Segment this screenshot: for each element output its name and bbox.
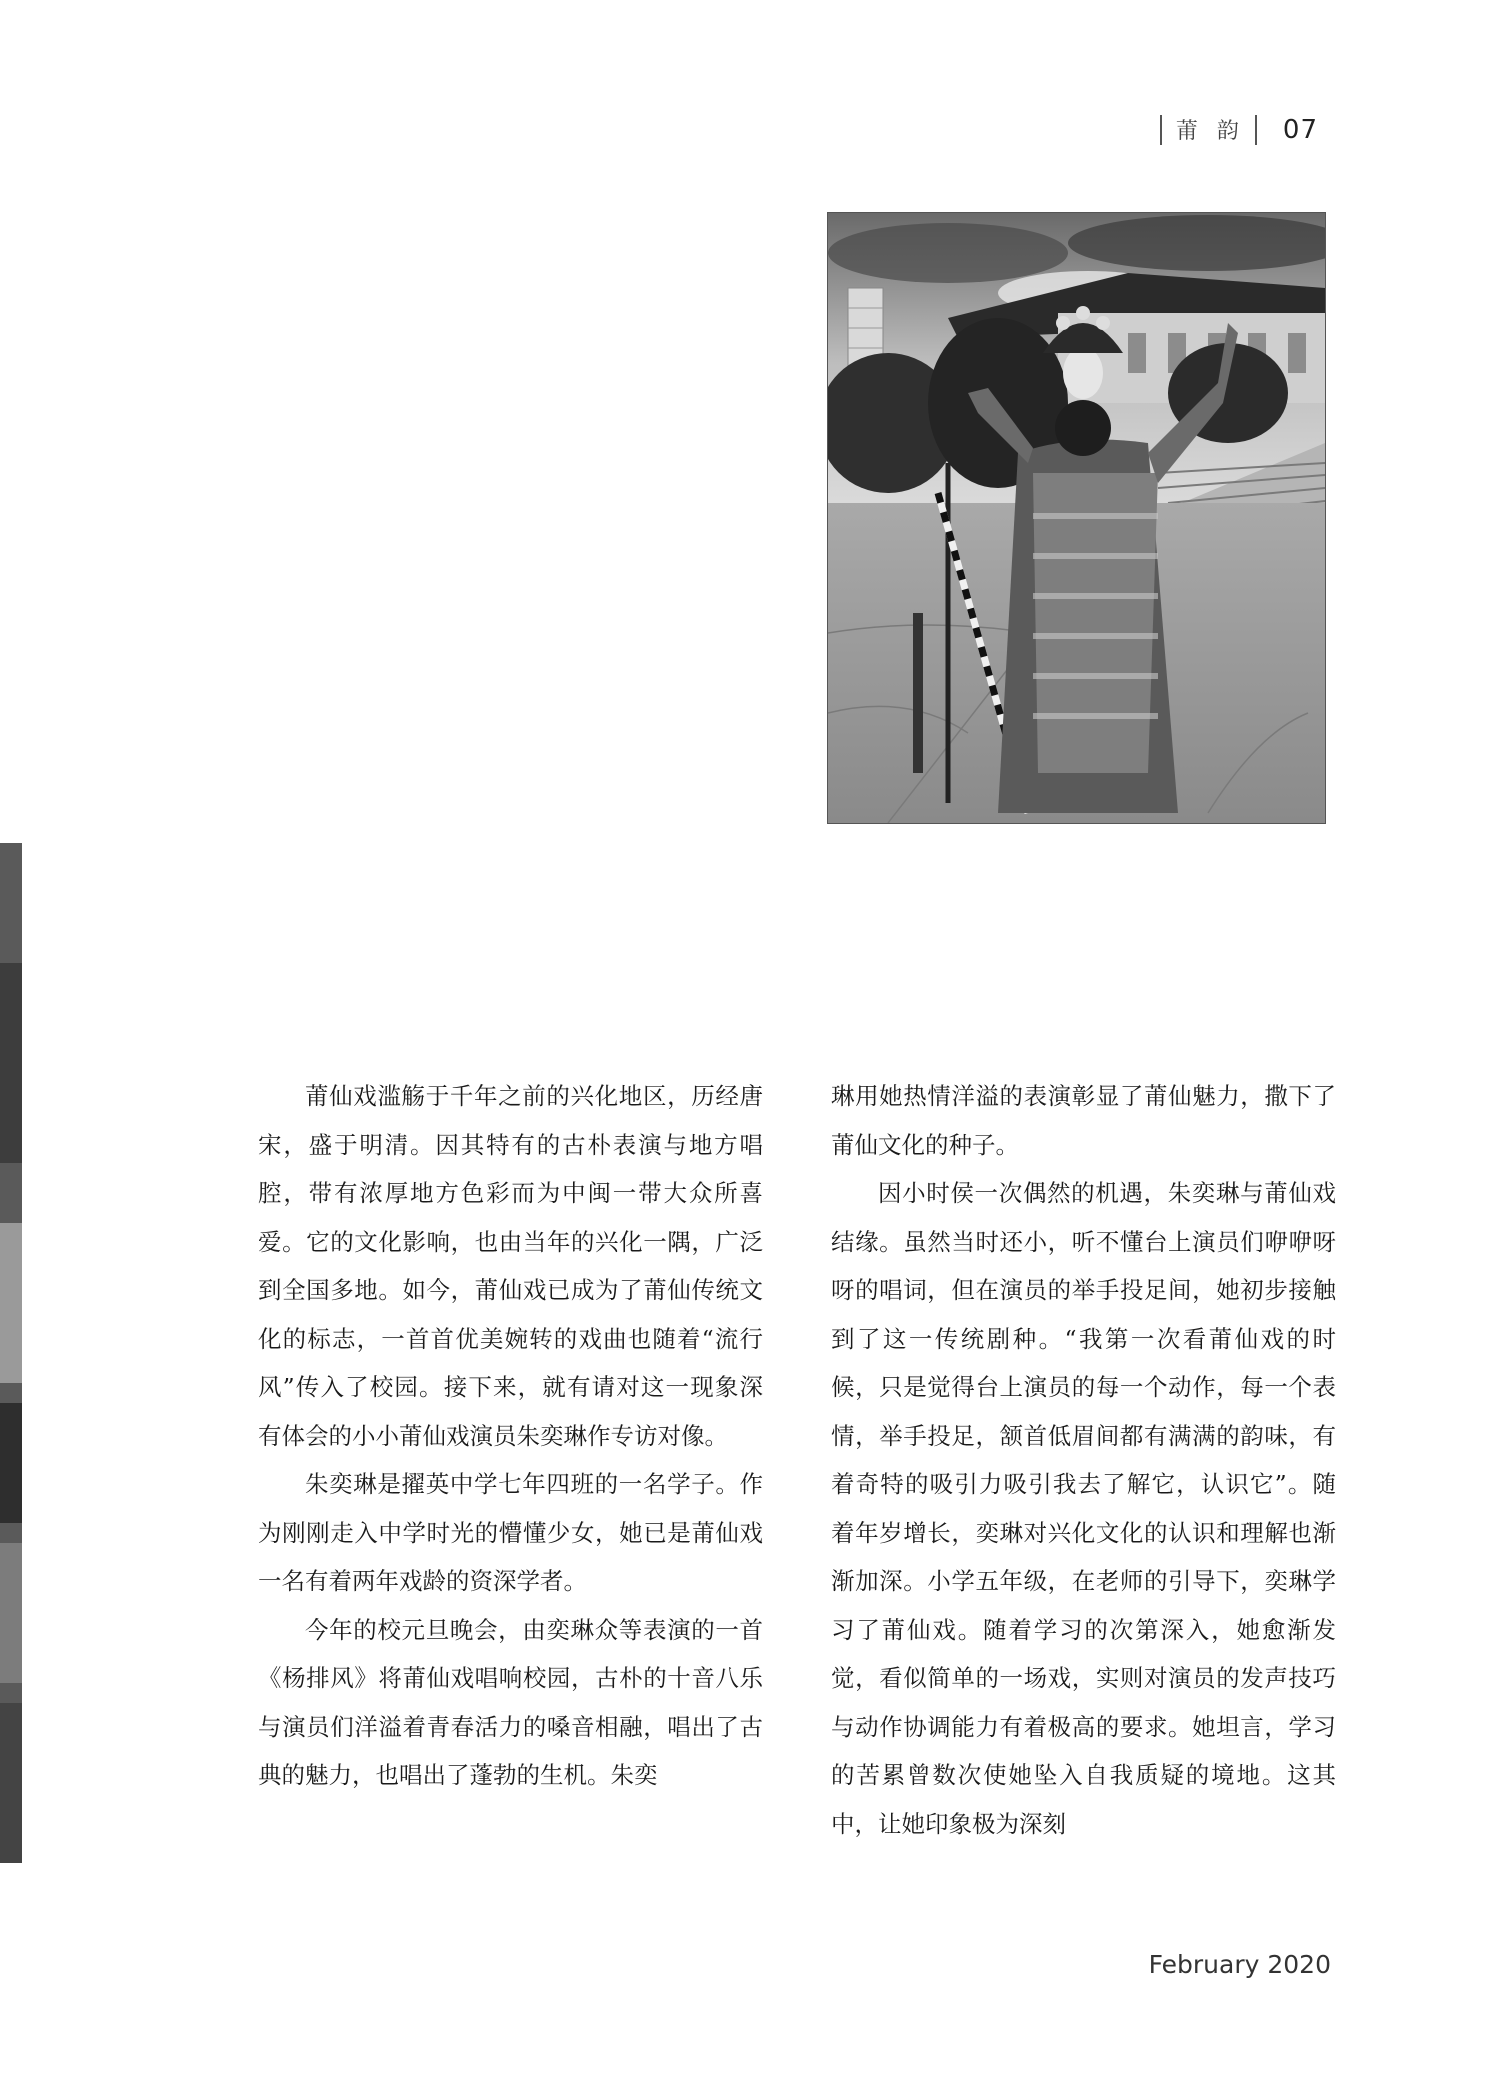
page-header: [1160, 114, 1318, 145]
issue-date: February 2020: [1148, 1950, 1331, 1979]
article-column-left: [258, 1072, 763, 1800]
magazine-name: 莆 韵: [1175, 119, 1245, 144]
page-number: 07: [1282, 114, 1318, 145]
header-divider-right: [1255, 115, 1257, 145]
paragraph-student: 朱奕琳是擢英中学七年四班的一名学子。作为刚刚走入中学时光的懵懂少女，她已是莆仙戏一名有着两年戏龄的资深学者。: [258, 1470, 763, 1595]
paragraph-new-year-gala: 今年的校元旦晚会，由奕琳众等表演的一首《杨排风》将莆仙戏唱响校园，古朴的十音八乐与演员们洋溢着青春活力的嗓音相融，唱出了古典的魅力，也唱出了蓬勃的生机。朱奕: [258, 1615, 763, 1789]
paragraph-intro: 莆仙戏滥觞于千年之前的兴化地区，历经唐宋，盛于明清。因其特有的古朴表演与地方唱腔，带有浓厚地方色彩而为中闽一带大众所喜爱。它的文化影响，也由当年的兴化一隅，广泛到全国多地。如今，莆仙戏已成为了莆仙传统文化的标志，一首首优美婉转的戏曲也随着“流行风”传入了校园。接下来，就有请对这一现象深有体会的小小莆仙戏演员朱奕琳作专访对像。: [258, 1082, 763, 1450]
adjacent-page-photo-edge: [0, 843, 22, 1863]
opera-performer-photo: [827, 212, 1326, 824]
paragraph-origin: 因小时侯一次偶然的机遇，朱奕琳与莆仙戏结缘。虽然当时还小，听不懂台上演员们咿咿呀呀的唱词，但在演员的举手投足间，她初步接触到了这一传统剧种。“我第一次看莆仙戏的时候，只是觉得台上演员的每一个动作，每一个表情，举手投足，颔首低眉间都有满满的韵味，有着奇特的吸引力吸引我去了解它，认识它”。随着年岁增长，奕琳对兴化文化的认识和理解也渐渐加深。小学五年级，在老师的引导下，奕琳学习了莆仙戏。随着学习的次第深入，她愈渐发觉，看似简单的一场戏，实则对演员的发声技巧与动作协调能力有着极高的要求。她坦言，学习的苦累曾数次使她坠入自我质疑的境地。这其中，让她印象极为深刻: [831, 1179, 1336, 1838]
paragraph-continuation: 琳用她热情洋溢的表演彰显了莆仙魅力，撒下了莆仙文化的种子。: [831, 1082, 1336, 1159]
article-column-right: [831, 1072, 1336, 1848]
